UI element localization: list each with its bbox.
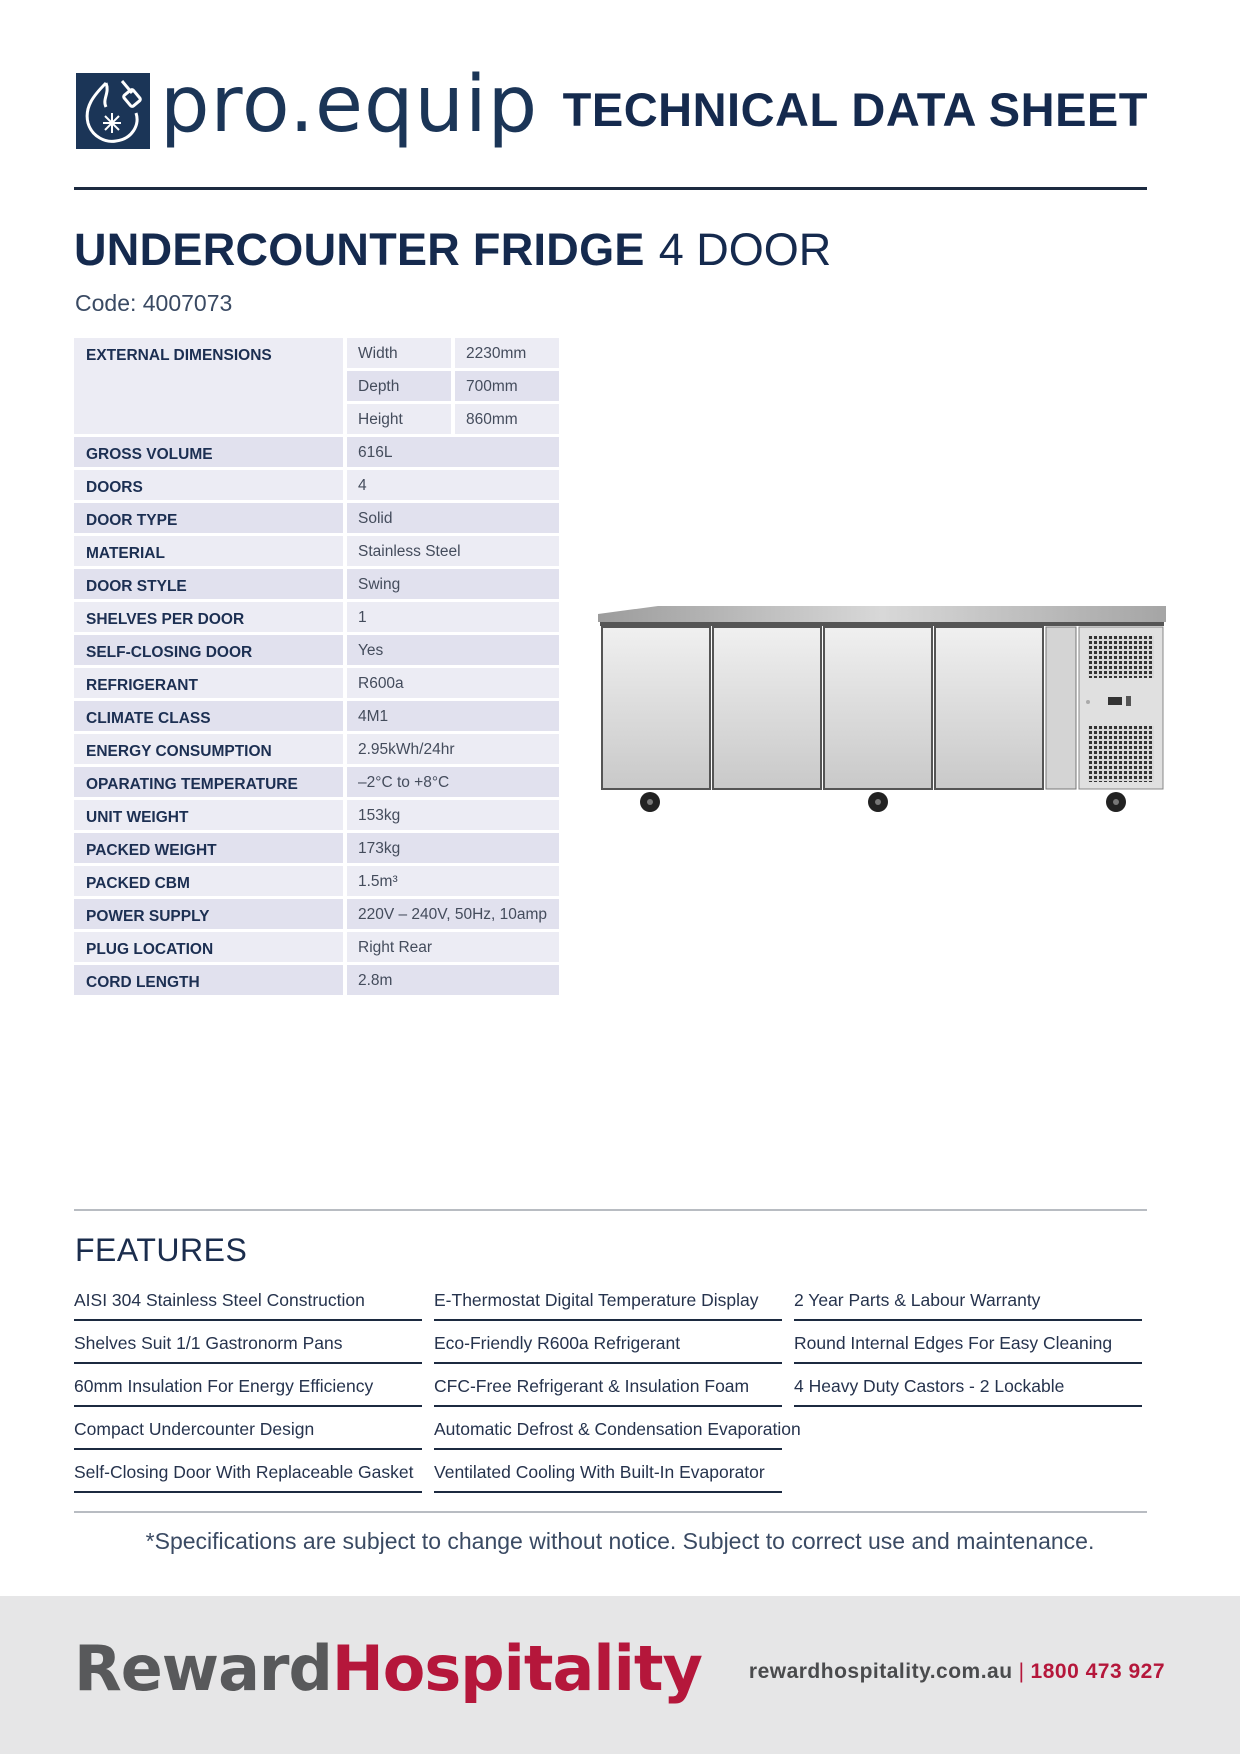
- dimension-value: 700mm: [455, 371, 559, 401]
- fridge-door: [935, 627, 1043, 789]
- feature-item: E-Thermostat Digital Temperature Display: [434, 1278, 782, 1321]
- dimension-value: 860mm: [455, 404, 559, 434]
- spec-row: [74, 470, 559, 503]
- feature-item: Compact Undercounter Design: [74, 1407, 422, 1450]
- spec-value: 1.5m³: [347, 866, 559, 896]
- feature-item: 60mm Insulation For Energy Efficiency: [74, 1364, 422, 1407]
- spec-label: CORD LENGTH: [74, 965, 343, 995]
- features-column-3: [794, 1278, 1142, 1407]
- spec-row: [74, 767, 559, 800]
- feature-item: Round Internal Edges For Easy Cleaning: [794, 1321, 1142, 1364]
- spec-row: [74, 701, 559, 734]
- spec-row: [74, 503, 559, 536]
- dimension-row: [347, 338, 559, 371]
- spec-row-external-dimensions: [74, 338, 559, 437]
- brand-name-part2: Hospitality: [331, 1632, 702, 1705]
- feature-item: 2 Year Parts & Labour Warranty: [794, 1278, 1142, 1321]
- spec-label: REFRIGERANT: [74, 668, 343, 698]
- castor-wheels: [640, 792, 1126, 812]
- spec-value: 4M1: [347, 701, 559, 731]
- spec-row: [74, 437, 559, 470]
- logo-text: pro.equip: [160, 60, 539, 150]
- disclaimer-text: *Specifications are subject to change without notice. Subject to correct use and maintenance.: [145, 1528, 1095, 1554]
- feature-item: Automatic Defrost & Condensation Evaporation: [434, 1407, 782, 1450]
- spec-row: [74, 569, 559, 602]
- features-column-2: [434, 1278, 801, 1493]
- power-switch-icon: [1126, 696, 1131, 706]
- fridge-door: [713, 627, 821, 789]
- spec-row: [74, 800, 559, 833]
- spec-row: [74, 833, 559, 866]
- spec-value: 1: [347, 602, 559, 632]
- spec-row: [74, 899, 559, 932]
- spec-row: [74, 536, 559, 569]
- contact-info: [749, 1660, 1165, 1684]
- worktop: [598, 606, 1166, 622]
- spec-row: [74, 668, 559, 701]
- features-column-1: [74, 1278, 422, 1493]
- spec-label: EXTERNAL DIMENSIONS: [74, 338, 343, 434]
- product-title: [74, 224, 831, 276]
- spec-label: MATERIAL: [74, 536, 343, 566]
- spec-row: [74, 734, 559, 767]
- vent-grille-icon: [1088, 636, 1154, 678]
- dimension-row: [347, 371, 559, 404]
- spec-label: ENERGY CONSUMPTION: [74, 734, 343, 764]
- fridge-doors: [602, 627, 1043, 789]
- spec-label: PLUG LOCATION: [74, 932, 343, 962]
- feature-item: Shelves Suit 1/1 Gastronorm Pans: [74, 1321, 422, 1364]
- spec-value: 173kg: [347, 833, 559, 863]
- feature-item: AISI 304 Stainless Steel Construction: [74, 1278, 422, 1321]
- product-title-variant: 4 DOOR: [658, 224, 832, 275]
- spec-label: PACKED CBM: [74, 866, 343, 896]
- flame-snowflake-plug-icon: [76, 73, 150, 149]
- product-title-main: UNDERCOUNTER FRIDGE: [74, 224, 645, 275]
- fridge-door: [824, 627, 932, 789]
- product-image: [598, 600, 1168, 820]
- dimension-key: Depth: [347, 371, 451, 401]
- spec-value: 2.8m: [347, 965, 559, 995]
- spec-value: Right Rear: [347, 932, 559, 962]
- feature-item: Eco-Friendly R600a Refrigerant: [434, 1321, 782, 1364]
- specifications-table: [74, 338, 559, 998]
- spec-rows: [74, 437, 559, 998]
- website-link[interactable]: rewardhospitality.com.au: [748, 1660, 1013, 1683]
- spec-value: 220V – 240V, 50Hz, 10amp: [347, 899, 559, 929]
- disclaimer-divider: [74, 1511, 1147, 1513]
- dimension-key: Width: [347, 338, 451, 368]
- spec-label: OPARATING TEMPERATURE: [74, 767, 343, 797]
- fridge-door: [602, 627, 710, 789]
- footer-band: [0, 1596, 1240, 1754]
- spec-label: PACKED WEIGHT: [74, 833, 343, 863]
- spec-value: Stainless Steel: [347, 536, 559, 566]
- dimension-value: 2230mm: [455, 338, 559, 368]
- product-code-value: 4007073: [142, 290, 233, 316]
- header-divider: [74, 187, 1147, 190]
- spec-row: [74, 932, 559, 965]
- features-divider: [74, 1209, 1147, 1211]
- spec-row: [74, 635, 559, 668]
- feature-item: 4 Heavy Duty Castors - 2 Lockable: [794, 1364, 1142, 1407]
- spec-label: GROSS VOLUME: [74, 437, 343, 467]
- spec-value: 616L: [347, 437, 559, 467]
- brand-name-part1: Reward: [74, 1632, 332, 1705]
- spec-row: [74, 866, 559, 899]
- spec-value: Solid: [347, 503, 559, 533]
- spec-label: DOOR TYPE: [74, 503, 343, 533]
- spec-label: CLIMATE CLASS: [74, 701, 343, 731]
- spec-label: POWER SUPPLY: [74, 899, 343, 929]
- spec-row: [74, 965, 559, 998]
- contact-separator: |: [1018, 1660, 1025, 1683]
- spec-label: SHELVES PER DOOR: [74, 602, 343, 632]
- spec-label: SELF-CLOSING DOOR: [74, 635, 343, 665]
- dimension-row: [347, 404, 559, 437]
- spec-value: Yes: [347, 635, 559, 665]
- reward-hospitality-logo: [74, 1632, 702, 1705]
- spec-value: Swing: [347, 569, 559, 599]
- product-code-label: Code:: [75, 290, 137, 316]
- features-heading: FEATURES: [75, 1232, 248, 1268]
- spec-label: UNIT WEIGHT: [74, 800, 343, 830]
- feature-item: CFC-Free Refrigerant & Insulation Foam: [434, 1364, 782, 1407]
- dimensions-subtable: [347, 338, 559, 437]
- spec-value: 2.95kWh/24hr: [347, 734, 559, 764]
- spec-value: R600a: [347, 668, 559, 698]
- temperature-display-icon: [1108, 697, 1122, 705]
- phone-number[interactable]: 1800 473 927: [1030, 1660, 1165, 1683]
- product-code: [75, 290, 232, 317]
- spec-label: DOOR STYLE: [74, 569, 343, 599]
- dimension-key: Height: [347, 404, 451, 434]
- document-type-heading: TECHNICAL DATA SHEET: [562, 83, 1148, 136]
- spec-label: DOORS: [74, 470, 343, 500]
- spec-row: [74, 602, 559, 635]
- pro-equip-logo: [76, 60, 539, 150]
- spec-value: –2°C to +8°C: [347, 767, 559, 797]
- feature-item: Self-Closing Door With Replaceable Gasket: [74, 1450, 422, 1493]
- spec-value: 153kg: [347, 800, 559, 830]
- spec-value: 4: [347, 470, 559, 500]
- vent-grille-icon: [1088, 726, 1154, 782]
- feature-item: Ventilated Cooling With Built-In Evaporator: [434, 1450, 782, 1493]
- fridge-illustration: [598, 600, 1168, 820]
